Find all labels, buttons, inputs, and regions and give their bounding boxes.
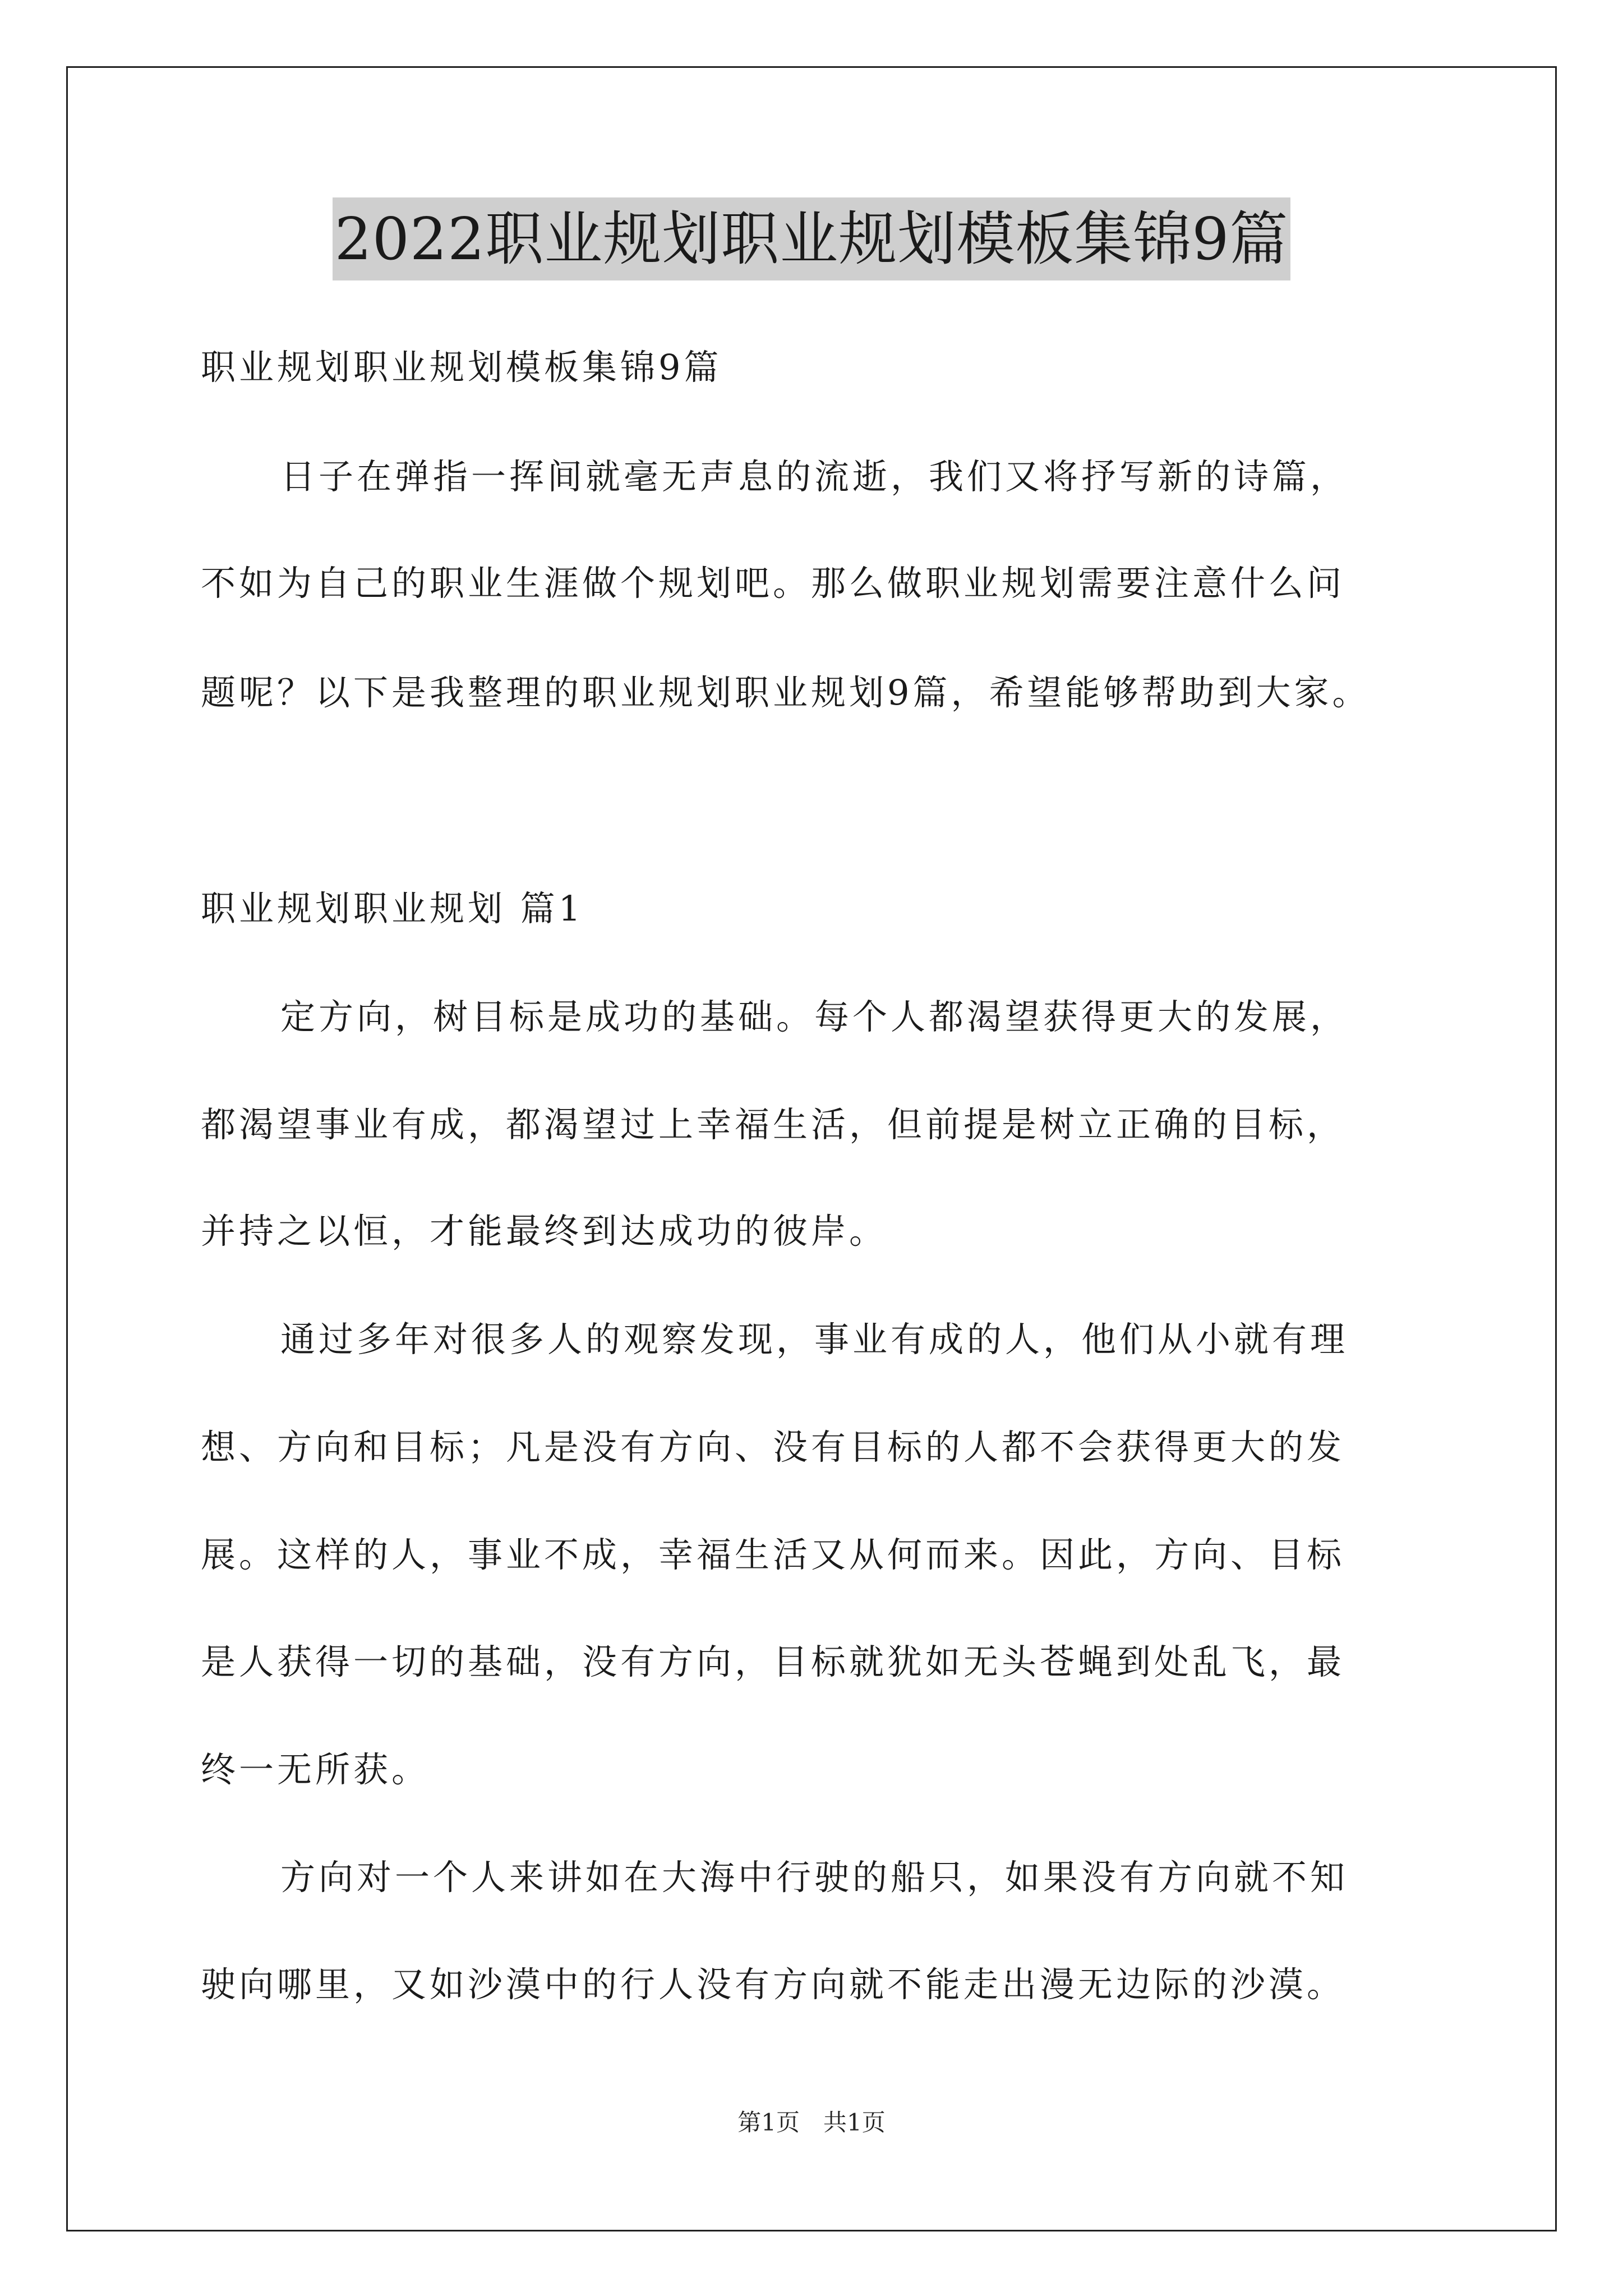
paragraph-line: 展。这样的人，事业不成，幸福生活又从何而来。因此，方向、目标: [201, 1534, 1345, 1575]
section-heading: 职业规划职业规划 篇1: [201, 888, 584, 929]
paragraph-line: 方向对一个人来讲如在大海中行驶的船只，如果没有方向就不知: [280, 1857, 1349, 1898]
paragraph-line: 题呢？以下是我整理的职业规划职业规划9篇，希望能够帮助到大家。: [201, 672, 1371, 713]
paragraph-line: 日子在弹指一挥间就毫无声息的流逝，我们又将抒写新的诗篇，: [280, 456, 1349, 497]
paragraph-line: 是人获得一切的基础，没有方向，目标就犹如无头苍蝇到处乱飞，最: [201, 1641, 1345, 1682]
paragraph-line: 不如为自己的职业生涯做个规划吧。那么做职业规划需要注意什么问: [201, 563, 1345, 604]
paragraph-line: 驶向哪里，又如沙漠中的行人没有方向就不能走出漫无边际的沙漠。: [201, 1964, 1345, 2005]
paragraph-line: 都渴望事业有成，都渴望过上幸福生活，但前提是树立正确的目标，: [201, 1104, 1345, 1145]
paragraph-line: 并持之以恒，才能最终到达成功的彼岸。: [201, 1211, 888, 1251]
paragraph-line: 定方向，树目标是成功的基础。每个人都渴望获得更大的发展，: [280, 996, 1349, 1037]
paragraph-line: 通过多年对很多人的观察发现，事业有成的人，他们从小就有理: [280, 1319, 1349, 1360]
document-title: 2022职业规划职业规划模板集锦9篇: [333, 197, 1291, 280]
page-footer: 第1页 共1页: [737, 2109, 886, 2136]
paragraph-line: 终一无所获。: [201, 1749, 430, 1790]
paragraph-line: 想、方向和目标；凡是没有方向、没有目标的人都不会获得更大的发: [201, 1427, 1345, 1467]
document-title-container: [0, 197, 1623, 282]
subtitle-line: 职业规划职业规划模板集锦9篇: [201, 347, 722, 388]
